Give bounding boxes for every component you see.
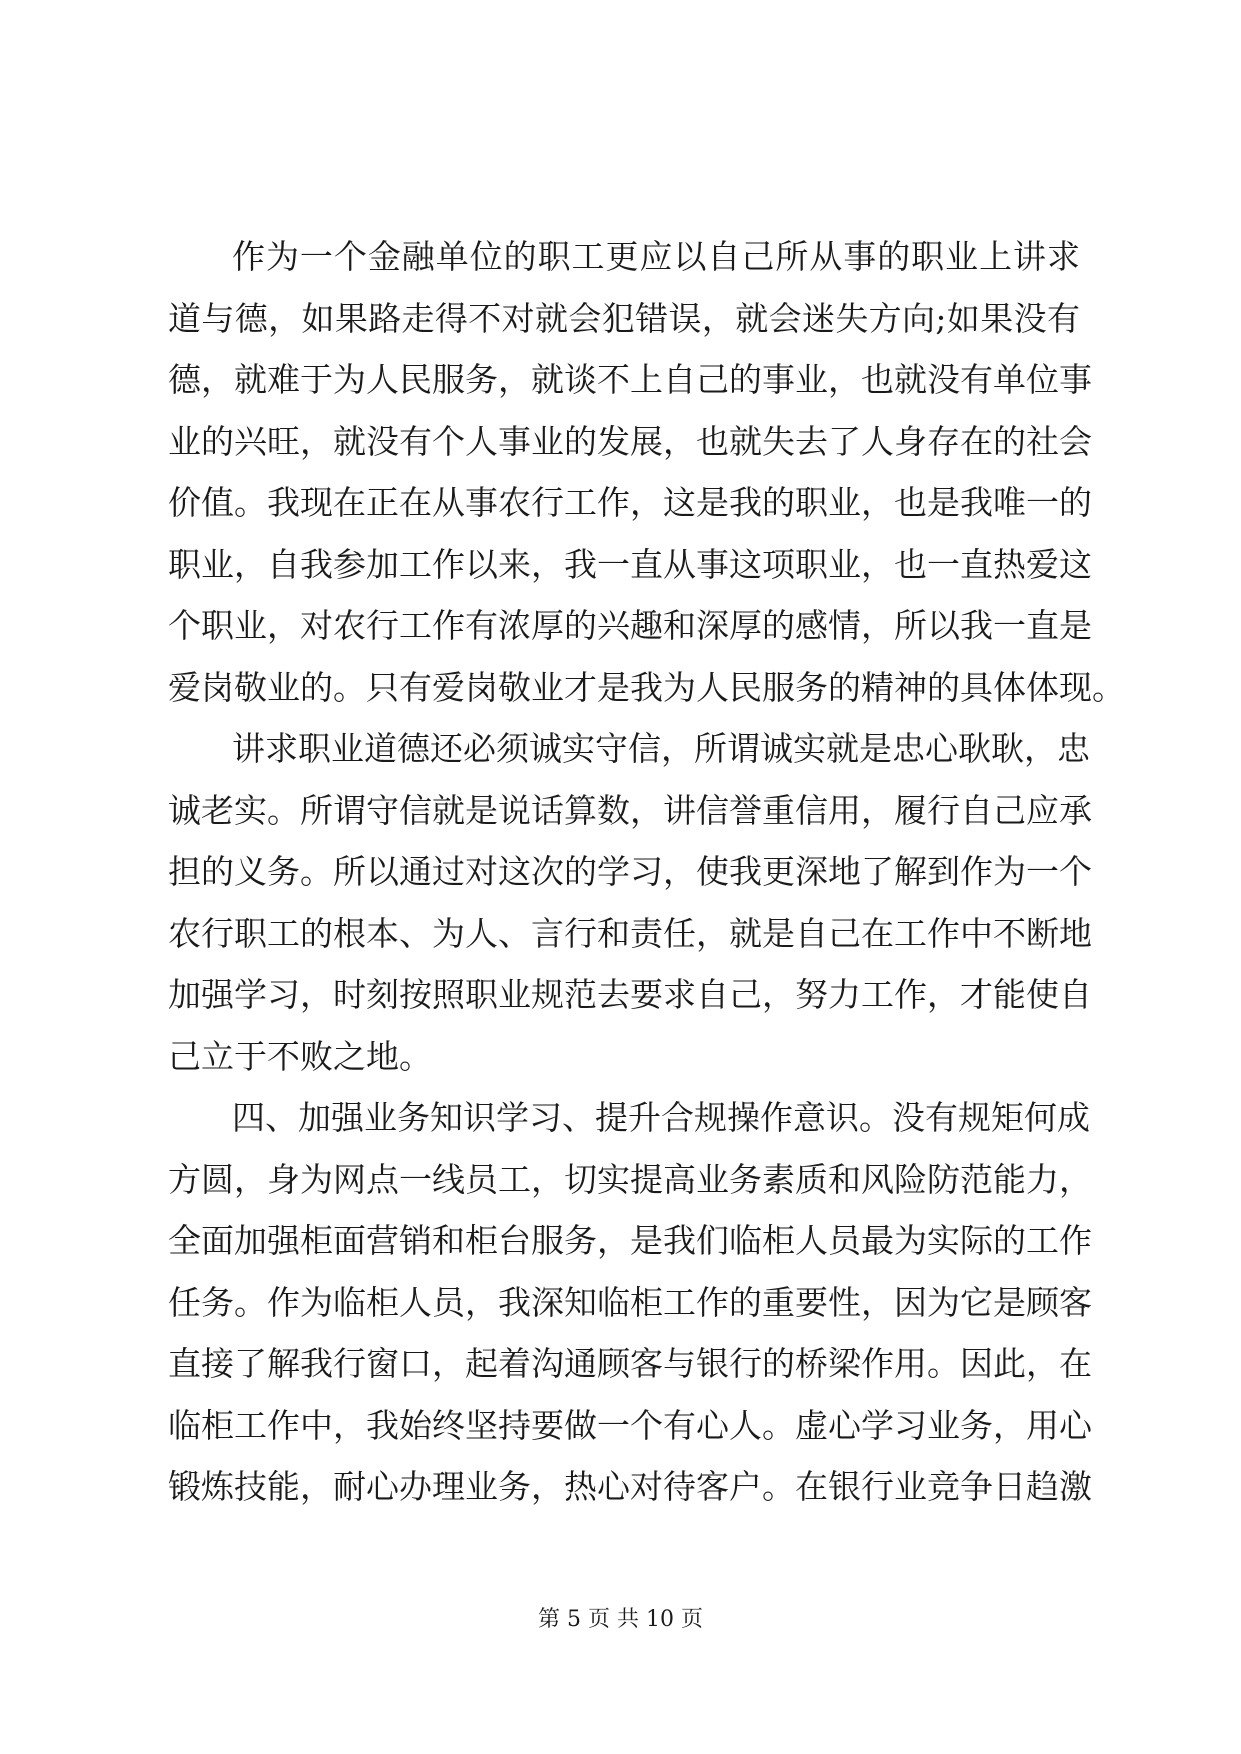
text-line: 担的义务。所以通过对这次的学习，使我更深地了解到作为一个	[168, 852, 1092, 891]
text-line: 锻炼技能，耐心办理业务，热心对待客户。在银行业竞争日趋激	[168, 1467, 1092, 1506]
text-line: 己立于不败之地。	[168, 1036, 432, 1076]
text-line: 个职业，对农行工作有浓厚的兴趣和深厚的感情，所以我一直是	[168, 606, 1092, 645]
text-line: 农行职工的根本、为人、言行和责任，就是自己在工作中不断地	[168, 913, 1092, 953]
text-line: 作为一个金融单位的职工更应以自己所从事的职业上讲求	[232, 237, 1080, 276]
text-line: 加强学习，时刻按照职业规范去要求自己，努力工作，才能使自	[168, 975, 1092, 1014]
text-line: 讲求职业道德还必须诚实守信，所谓诚实就是忠心耿耿，忠	[232, 729, 1090, 768]
text-line: 诚老实。所谓守信就是说话算数，讲信誉重信用，履行自己应承	[168, 790, 1092, 830]
text-line: 任务。作为临柜人员，我深知临柜工作的重要性，因为它是顾客	[168, 1282, 1092, 1322]
text-line: 爱岗敬业的。只有爱岗敬业才是我为人民服务的精神的具体体现。	[168, 667, 1125, 707]
text-line: 全面加强柜面营销和柜台服务，是我们临柜人员最为实际的工作	[168, 1221, 1092, 1260]
text-line: 业的兴旺，就没有个人事业的发展，也就失去了人身存在的社会	[168, 421, 1092, 461]
page-number-footer: 第 5 页 共 10 页	[538, 1607, 703, 1632]
document-body	[168, 226, 1125, 1518]
text-line: 职业，自我参加工作以来，我一直从事这项职业，也一直热爱这	[168, 544, 1092, 584]
text-line: 四、加强业务知识学习、提升合规操作意识。没有规矩何成	[232, 1098, 1090, 1137]
text-line: 方圆，身为网点一线员工，切实提高业务素质和风险防范能力，	[168, 1159, 1092, 1199]
text-line: 直接了解我行窗口，起着沟通顾客与银行的桥梁作用。因此，在	[168, 1344, 1092, 1383]
text-line: 道与德，如果路走得不对就会犯错误，就会迷失方向;如果没有	[168, 298, 1080, 338]
text-line: 临柜工作中，我始终坚持要做一个有心人。虚心学习业务，用心	[168, 1405, 1092, 1445]
text-line: 价值。我现在正在从事农行工作，这是我的职业，也是我唯一的	[168, 483, 1092, 522]
text-line: 德，就难于为人民服务，就谈不上自己的事业，也就没有单位事	[168, 360, 1092, 399]
